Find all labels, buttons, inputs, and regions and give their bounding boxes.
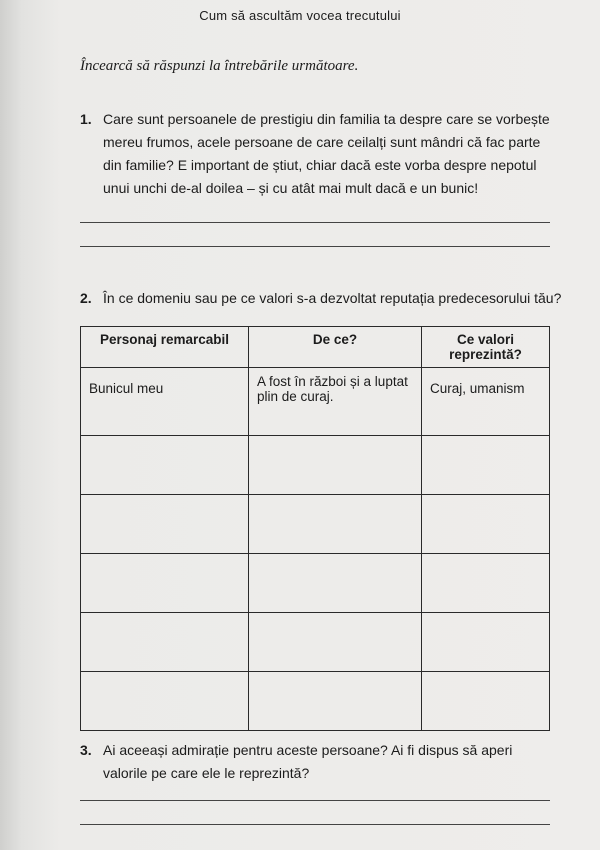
- table-cell[interactable]: [422, 436, 550, 495]
- table-cell[interactable]: [81, 495, 249, 554]
- column-header: Ce valori reprezintă?: [422, 327, 550, 368]
- answer-line[interactable]: [80, 824, 550, 825]
- answer-line[interactable]: [80, 800, 550, 801]
- question-text: Ai aceeași admirație pentru aceste persoane? Ai fi dispus să aperi valorile pe care ele le reprezintă?: [103, 742, 513, 781]
- table-cell[interactable]: [81, 613, 249, 672]
- reputation-table: [80, 326, 550, 731]
- table-header-row: [81, 327, 550, 368]
- question-text: În ce domeniu sau pe ce valori s-a dezvoltat reputația predecesorului tău?: [103, 290, 562, 306]
- table-row: [81, 613, 550, 672]
- table-cell[interactable]: A fost în război și a luptat plin de curaj.: [249, 368, 422, 436]
- instructions: Încearcă să răspunzi la întrebările următoare.: [80, 58, 359, 74]
- table-row: [81, 436, 550, 495]
- table-cell[interactable]: [249, 495, 422, 554]
- table-cell[interactable]: [249, 554, 422, 613]
- column-header: De ce?: [249, 327, 422, 368]
- column-header: Personaj remarcabil: [81, 327, 249, 368]
- answer-line[interactable]: [80, 246, 550, 247]
- table-row: [81, 495, 550, 554]
- question-number: 1.: [80, 111, 92, 127]
- table-cell[interactable]: [249, 436, 422, 495]
- table-cell[interactable]: [81, 436, 249, 495]
- table-cell[interactable]: [81, 672, 249, 731]
- table-cell[interactable]: [81, 554, 249, 613]
- question-number: 2.: [80, 290, 92, 306]
- table-cell[interactable]: [422, 495, 550, 554]
- table-cell[interactable]: [422, 672, 550, 731]
- question-number: 3.: [80, 742, 92, 758]
- table-cell[interactable]: Curaj, umanism: [422, 368, 550, 436]
- table-cell[interactable]: [422, 554, 550, 613]
- table-row: [81, 672, 550, 731]
- table-cell[interactable]: [422, 613, 550, 672]
- question-text: Care sunt persoanele de prestigiu din familia ta despre care se vorbește mereu frumos, acele persoane de care ceilalți sunt mândri că fac parte din familie? E important de știut, chiar dacă este vorba despre nepotul unui unchi de-al doilea – și cu atât mai mult dacă e un bunic!: [103, 111, 550, 196]
- table-cell[interactable]: [249, 672, 422, 731]
- page-header: Cum să ascultăm vocea trecutului: [199, 8, 401, 23]
- table-row: [81, 554, 550, 613]
- table-row: [81, 368, 550, 436]
- answer-line[interactable]: [80, 222, 550, 223]
- table-cell[interactable]: Bunicul meu: [81, 368, 249, 436]
- table-cell[interactable]: [249, 613, 422, 672]
